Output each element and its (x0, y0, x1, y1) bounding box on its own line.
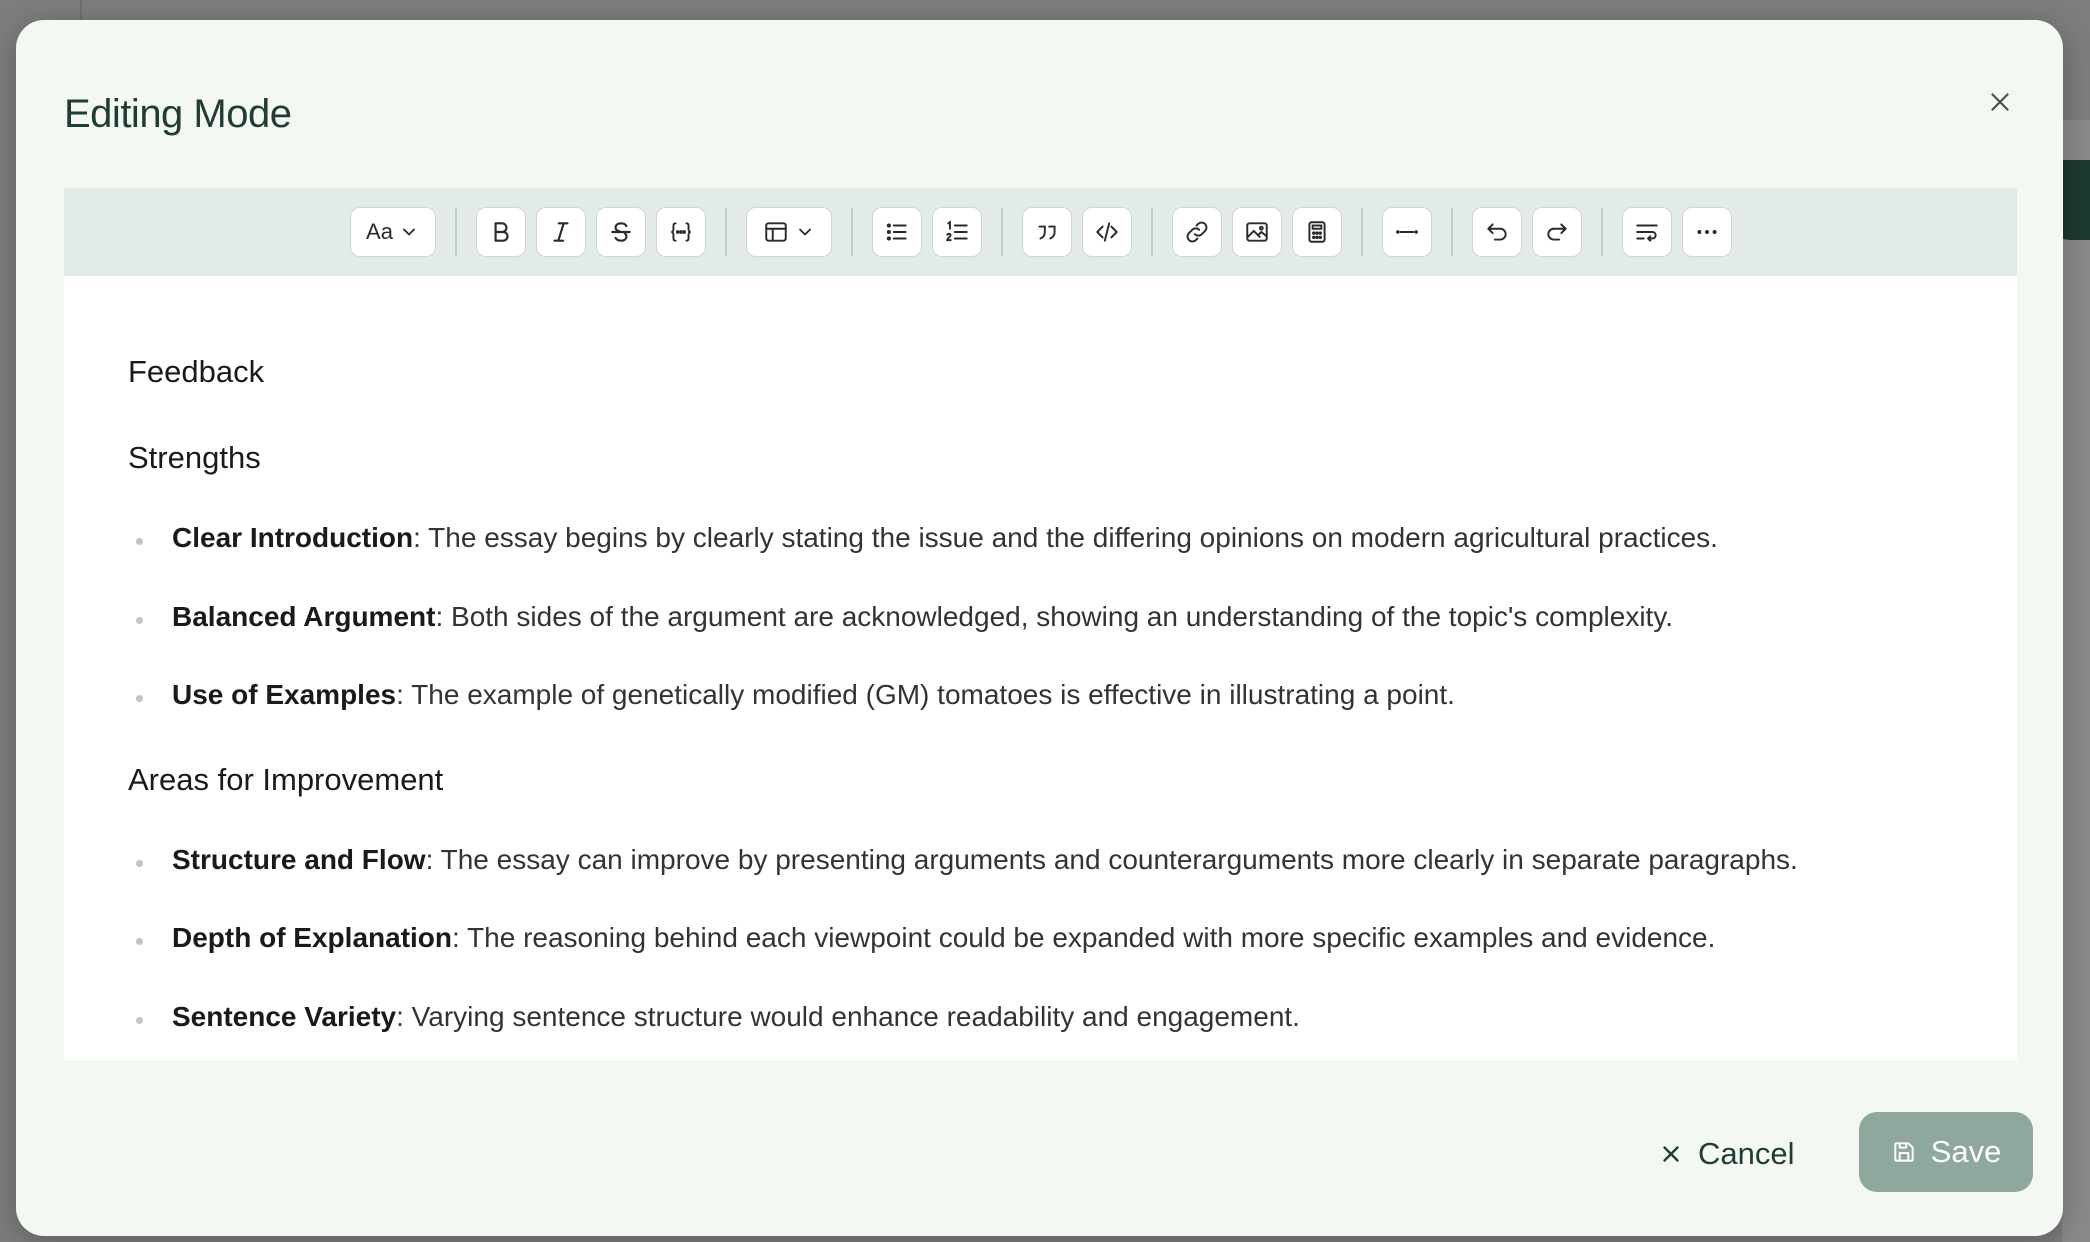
horizontal-rule-button[interactable] (1382, 207, 1432, 257)
bold-icon (488, 219, 514, 245)
font-style-icon: Aa (366, 219, 393, 244)
improvements-heading: Areas for Improvement (128, 762, 444, 797)
background-panel (2062, 120, 2090, 1242)
item-label: Clear Introduction (172, 522, 414, 553)
item-label: Depth of Explanation (172, 922, 452, 953)
toolbar-separator (1451, 208, 1453, 256)
link-icon (1184, 219, 1210, 245)
image-icon (1244, 219, 1270, 245)
item-text: : Varying sentence structure would enhance readability and engagement. (396, 1001, 1300, 1032)
bullet-dot (136, 538, 143, 545)
editor-toolbar (64, 188, 2017, 276)
bullet-dot (136, 938, 143, 945)
table-dropdown[interactable] (746, 207, 832, 257)
link-button[interactable] (1172, 207, 1222, 257)
background-divider (80, 0, 82, 20)
item-text: : The essay can improve by presenting arguments and counterarguments more clearly in separate paragraphs. (425, 844, 1798, 875)
content-heading: Feedback (128, 354, 265, 389)
item-text: : Both sides of the argument are acknowledged, showing an understanding of the topic's complexity. (435, 601, 1674, 632)
more-options-button[interactable] (1682, 207, 1732, 257)
strikethrough-button[interactable] (596, 207, 646, 257)
blockquote-icon (1034, 219, 1060, 245)
redo-button[interactable] (1532, 207, 1582, 257)
horizontal-rule-icon (1394, 219, 1420, 245)
editing-modal (16, 20, 2063, 1236)
item-label: Structure and Flow (172, 844, 426, 875)
toolbar-separator (851, 208, 853, 256)
close-icon (1987, 89, 2013, 115)
close-button[interactable] (1974, 76, 2026, 128)
more-icon (1694, 219, 1720, 245)
italic-button[interactable] (536, 207, 586, 257)
item-text: : The essay begins by clearly stating the issue and the differing opinions on modern agricultural practices. (413, 522, 1718, 553)
chevron-down-icon (399, 222, 419, 242)
save-label: Save (1930, 1134, 2002, 1169)
cancel-label: Cancel (1698, 1136, 1795, 1171)
text-wrap-icon (1634, 219, 1660, 245)
toolbar-separator (1151, 208, 1153, 256)
toolbar-separator (455, 208, 457, 256)
item-text: : The reasoning behind each viewpoint could be expanded with more specific examples and evidence. (452, 922, 1716, 953)
image-button[interactable] (1232, 207, 1282, 257)
strengths-heading: Strengths (128, 440, 261, 475)
bullet-list-button[interactable] (872, 207, 922, 257)
item-label: Sentence Variety (172, 1001, 397, 1032)
inline-code-icon (668, 219, 694, 245)
calculator-button[interactable] (1292, 207, 1342, 257)
bold-button[interactable] (476, 207, 526, 257)
toolbar-separator (1601, 208, 1603, 256)
close-icon (1658, 1141, 1684, 1167)
modal-title: Editing Mode (64, 92, 292, 136)
code-block-icon (1094, 219, 1120, 245)
bullet-list-icon (884, 219, 910, 245)
calculator-icon (1304, 219, 1330, 245)
item-label: Balanced Argument (172, 601, 436, 632)
toolbar-separator (1361, 208, 1363, 256)
item-text: : The example of genetically modified (GM) tomatoes is effective in illustrating a point. (396, 679, 1455, 710)
code-block-button[interactable] (1082, 207, 1132, 257)
italic-icon (548, 219, 574, 245)
numbered-list-icon (944, 219, 970, 245)
redo-icon (1544, 219, 1570, 245)
strikethrough-icon (608, 219, 634, 245)
editor-content[interactable] (64, 276, 2017, 1060)
toolbar-separator (1001, 208, 1003, 256)
undo-button[interactable] (1472, 207, 1522, 257)
table-icon (763, 219, 789, 245)
inline-code-button[interactable] (656, 207, 706, 257)
bullet-dot (136, 1017, 143, 1024)
cancel-button[interactable] (1658, 1114, 1795, 1194)
font-style-dropdown[interactable] (350, 207, 436, 257)
chevron-down-icon (795, 222, 815, 242)
save-button[interactable] (1859, 1112, 2033, 1192)
bullet-dot (136, 617, 143, 624)
text-wrap-button[interactable] (1622, 207, 1672, 257)
bullet-dot (136, 860, 143, 867)
save-icon (1891, 1139, 1917, 1165)
item-label: Use of Examples (172, 679, 397, 710)
undo-icon (1484, 219, 1510, 245)
bullet-dot (136, 695, 143, 702)
numbered-list-button[interactable] (932, 207, 982, 257)
toolbar-separator (725, 208, 727, 256)
blockquote-button[interactable] (1022, 207, 1072, 257)
